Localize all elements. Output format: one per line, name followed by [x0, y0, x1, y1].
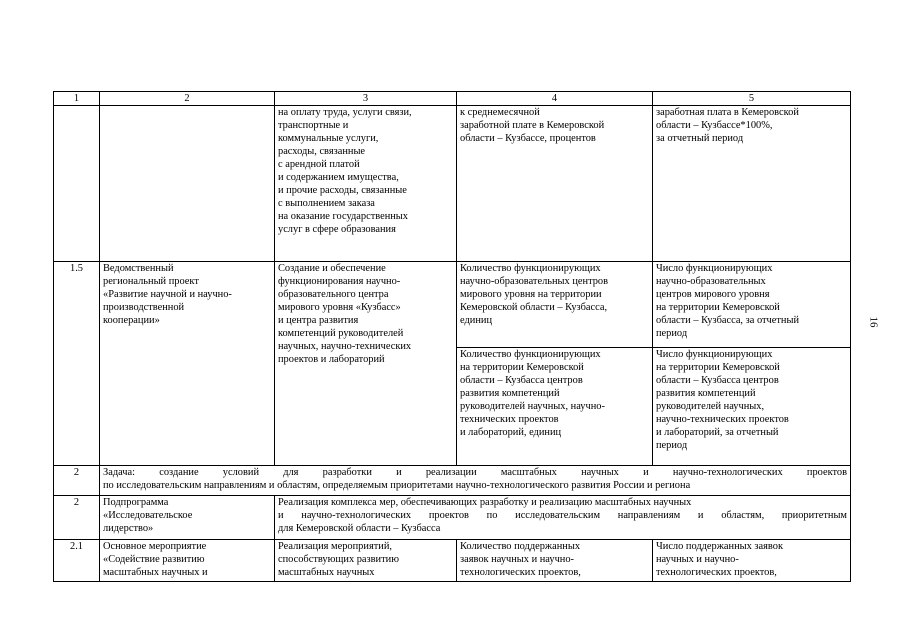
cell-line: Подпрограмма — [103, 497, 169, 508]
cell-line: и научно-технологических проектов по исследовательским направлениям и областям, приоритетным — [278, 510, 847, 521]
row-2-1-event-cell — [100, 540, 275, 582]
cell-line: период — [656, 328, 688, 339]
cell-line: период — [656, 440, 688, 451]
cont-col2-cell — [100, 106, 275, 262]
cell-line: области – Кузбассе*100%, — [656, 120, 773, 131]
cell-line: технологических проектов, — [460, 567, 581, 578]
cell-line: Ведомственный — [103, 263, 174, 274]
cell-line: услуг в сфере образования — [278, 224, 396, 235]
header-col-5: 5 — [653, 92, 851, 106]
cell-line: Число поддержанных заявок — [656, 541, 784, 552]
row-1-5-measures-cell — [275, 262, 457, 466]
table-row-1-5-indicator-1 — [54, 262, 851, 348]
cell-line: Основное мероприятие — [103, 541, 207, 552]
table-header-row — [54, 92, 851, 106]
cell-line: на оплату труда, услуги связи, — [278, 107, 412, 118]
cell-line: лидерство» — [103, 523, 154, 534]
cell-line: для Кемеровской области – Кузбасса — [278, 523, 441, 534]
cell-line: научных, научно-технических — [278, 341, 412, 352]
cell-line: с арендной платой — [278, 159, 360, 170]
row-1-5-indicator-1-method — [653, 262, 851, 348]
cell-line: руководителей научных, — [656, 401, 765, 412]
cell-line: области – Кузбасса, за отчетный — [656, 315, 800, 326]
table-row-continuation — [54, 106, 851, 262]
cell-line: Количество функционирующих — [460, 263, 601, 274]
cell-line: единиц — [460, 315, 493, 326]
row-1-5-indicator-2-name — [457, 348, 653, 466]
cell-line: кооперации» — [103, 315, 160, 326]
cell-line: области – Кузбасса центров — [460, 375, 583, 386]
cell-line: технических проектов — [460, 414, 559, 425]
cell-line: способствующих развитию — [278, 554, 399, 565]
cell-line: технологических проектов, — [656, 567, 777, 578]
cell-line: масштабных научных — [278, 567, 375, 578]
cell-line: мирового уровня на территории — [460, 289, 602, 300]
cell-line: научно-образовательных центров — [460, 276, 609, 287]
cell-line: «Исследовательское — [103, 510, 193, 521]
cell-line: с выполнением заказа — [278, 198, 375, 209]
cell-line: области – Кузбасса центров — [656, 375, 779, 386]
row-1-5-indicator-2-method — [653, 348, 851, 466]
cont-col4-cell — [457, 106, 653, 262]
cell-line: «Развитие научной и научно- — [103, 289, 232, 300]
cell-line: научно-технических проектов — [656, 414, 789, 425]
cell-line: и содержанием имущества, — [278, 172, 399, 183]
cell-line: мирового уровня «Кузбасс» — [278, 302, 401, 313]
table-row-subprogram — [54, 496, 851, 540]
cell-line: Реализация мероприятий, — [278, 541, 392, 552]
cell-line: масштабных научных и — [103, 567, 208, 578]
cell-line: научных и научно- — [656, 554, 739, 565]
row-2-description-cell — [275, 496, 851, 540]
cell-line: проектов и лабораторий — [278, 354, 385, 365]
cell-line: Создание и обеспечение — [278, 263, 386, 274]
cell-line: функционирования научно- — [278, 276, 401, 287]
row-1-5-number: 1.5 — [54, 262, 100, 466]
table-row-task — [54, 466, 851, 496]
cell-line: руководителей научных, научно- — [460, 401, 605, 412]
cell-line: заявок научных и научно- — [460, 554, 575, 565]
row-2-number: 2 — [54, 496, 100, 540]
cell-line: на территории Кемеровской — [656, 302, 780, 313]
cell-line: коммунальные услуги, — [278, 133, 379, 144]
cell-line: заработная плата в Кемеровской — [656, 107, 799, 118]
row-2-subprogram-cell — [100, 496, 275, 540]
cell-line: научно-образовательных — [656, 276, 766, 287]
cell-line: и лабораторий, единиц — [460, 427, 562, 438]
cell-line: производственной — [103, 302, 185, 313]
cell-line: на территории Кемеровской — [656, 362, 780, 373]
header-col-2: 2 — [100, 92, 275, 106]
cell-line: развития компетенций — [656, 388, 756, 399]
document-table — [53, 91, 851, 582]
cell-line: Количество поддержанных — [460, 541, 581, 552]
cell-line: компетенций руководителей — [278, 328, 404, 339]
cont-col3-cell — [275, 106, 457, 262]
cont-col5-cell — [653, 106, 851, 262]
row-2-1-indicator-method — [653, 540, 851, 582]
cell-line: расходы, связанные — [278, 146, 366, 157]
cell-line: за отчетный период — [656, 133, 744, 144]
cell-line: на оказание государственных — [278, 211, 408, 222]
header-col-4: 4 — [457, 92, 653, 106]
cell-line: Число функционирующих — [656, 263, 773, 274]
cell-line: и центра развития — [278, 315, 359, 326]
row-1-5-project-cell — [100, 262, 275, 466]
cell-line: образовательного центра — [278, 289, 389, 300]
cell-line: по исследовательским направлениям и областям, определяемым приоритетами научно-технологического развития России и региона — [103, 480, 691, 491]
cell-line: Количество функционирующих — [460, 349, 601, 360]
row-2-1-number: 2.1 — [54, 540, 100, 582]
cell-line: Задача: создание условий для разработки и реализации масштабных научных и научно-технологических проектов — [103, 467, 847, 478]
row-2-1-measures-cell — [275, 540, 457, 582]
cell-line: Реализация комплекса мер, обеспечивающих разработку и реализацию масштабных научных — [278, 497, 692, 508]
cont-num-cell — [54, 106, 100, 262]
row-2-1-indicator-name — [457, 540, 653, 582]
row-task-text-cell — [100, 466, 851, 496]
cell-line: заработной плате в Кемеровской — [460, 120, 605, 131]
cell-line: и лабораторий, за отчетный — [656, 427, 779, 438]
row-task-number: 2 — [54, 466, 100, 496]
cell-line: на территории Кемеровской — [460, 362, 584, 373]
cell-line: Число функционирующих — [656, 349, 773, 360]
cell-line: области – Кузбассе, процентов — [460, 133, 596, 144]
row-1-5-indicator-1-name — [457, 262, 653, 348]
table-row-2-1 — [54, 540, 851, 582]
cell-line: центров мирового уровня — [656, 289, 770, 300]
cell-line: и прочие расходы, связанные — [278, 185, 407, 196]
cell-line: региональный проект — [103, 276, 199, 287]
cell-line: транспортные и — [278, 120, 349, 131]
cell-line: развития компетенций — [460, 388, 560, 399]
cell-line: к среднемесячной — [460, 107, 540, 118]
header-col-1: 1 — [54, 92, 100, 106]
page-number: 16 — [867, 316, 880, 328]
cell-line: «Содействие развитию — [103, 554, 205, 565]
header-col-3: 3 — [275, 92, 457, 106]
cell-line: Кемеровской области – Кузбасса, — [460, 302, 608, 313]
